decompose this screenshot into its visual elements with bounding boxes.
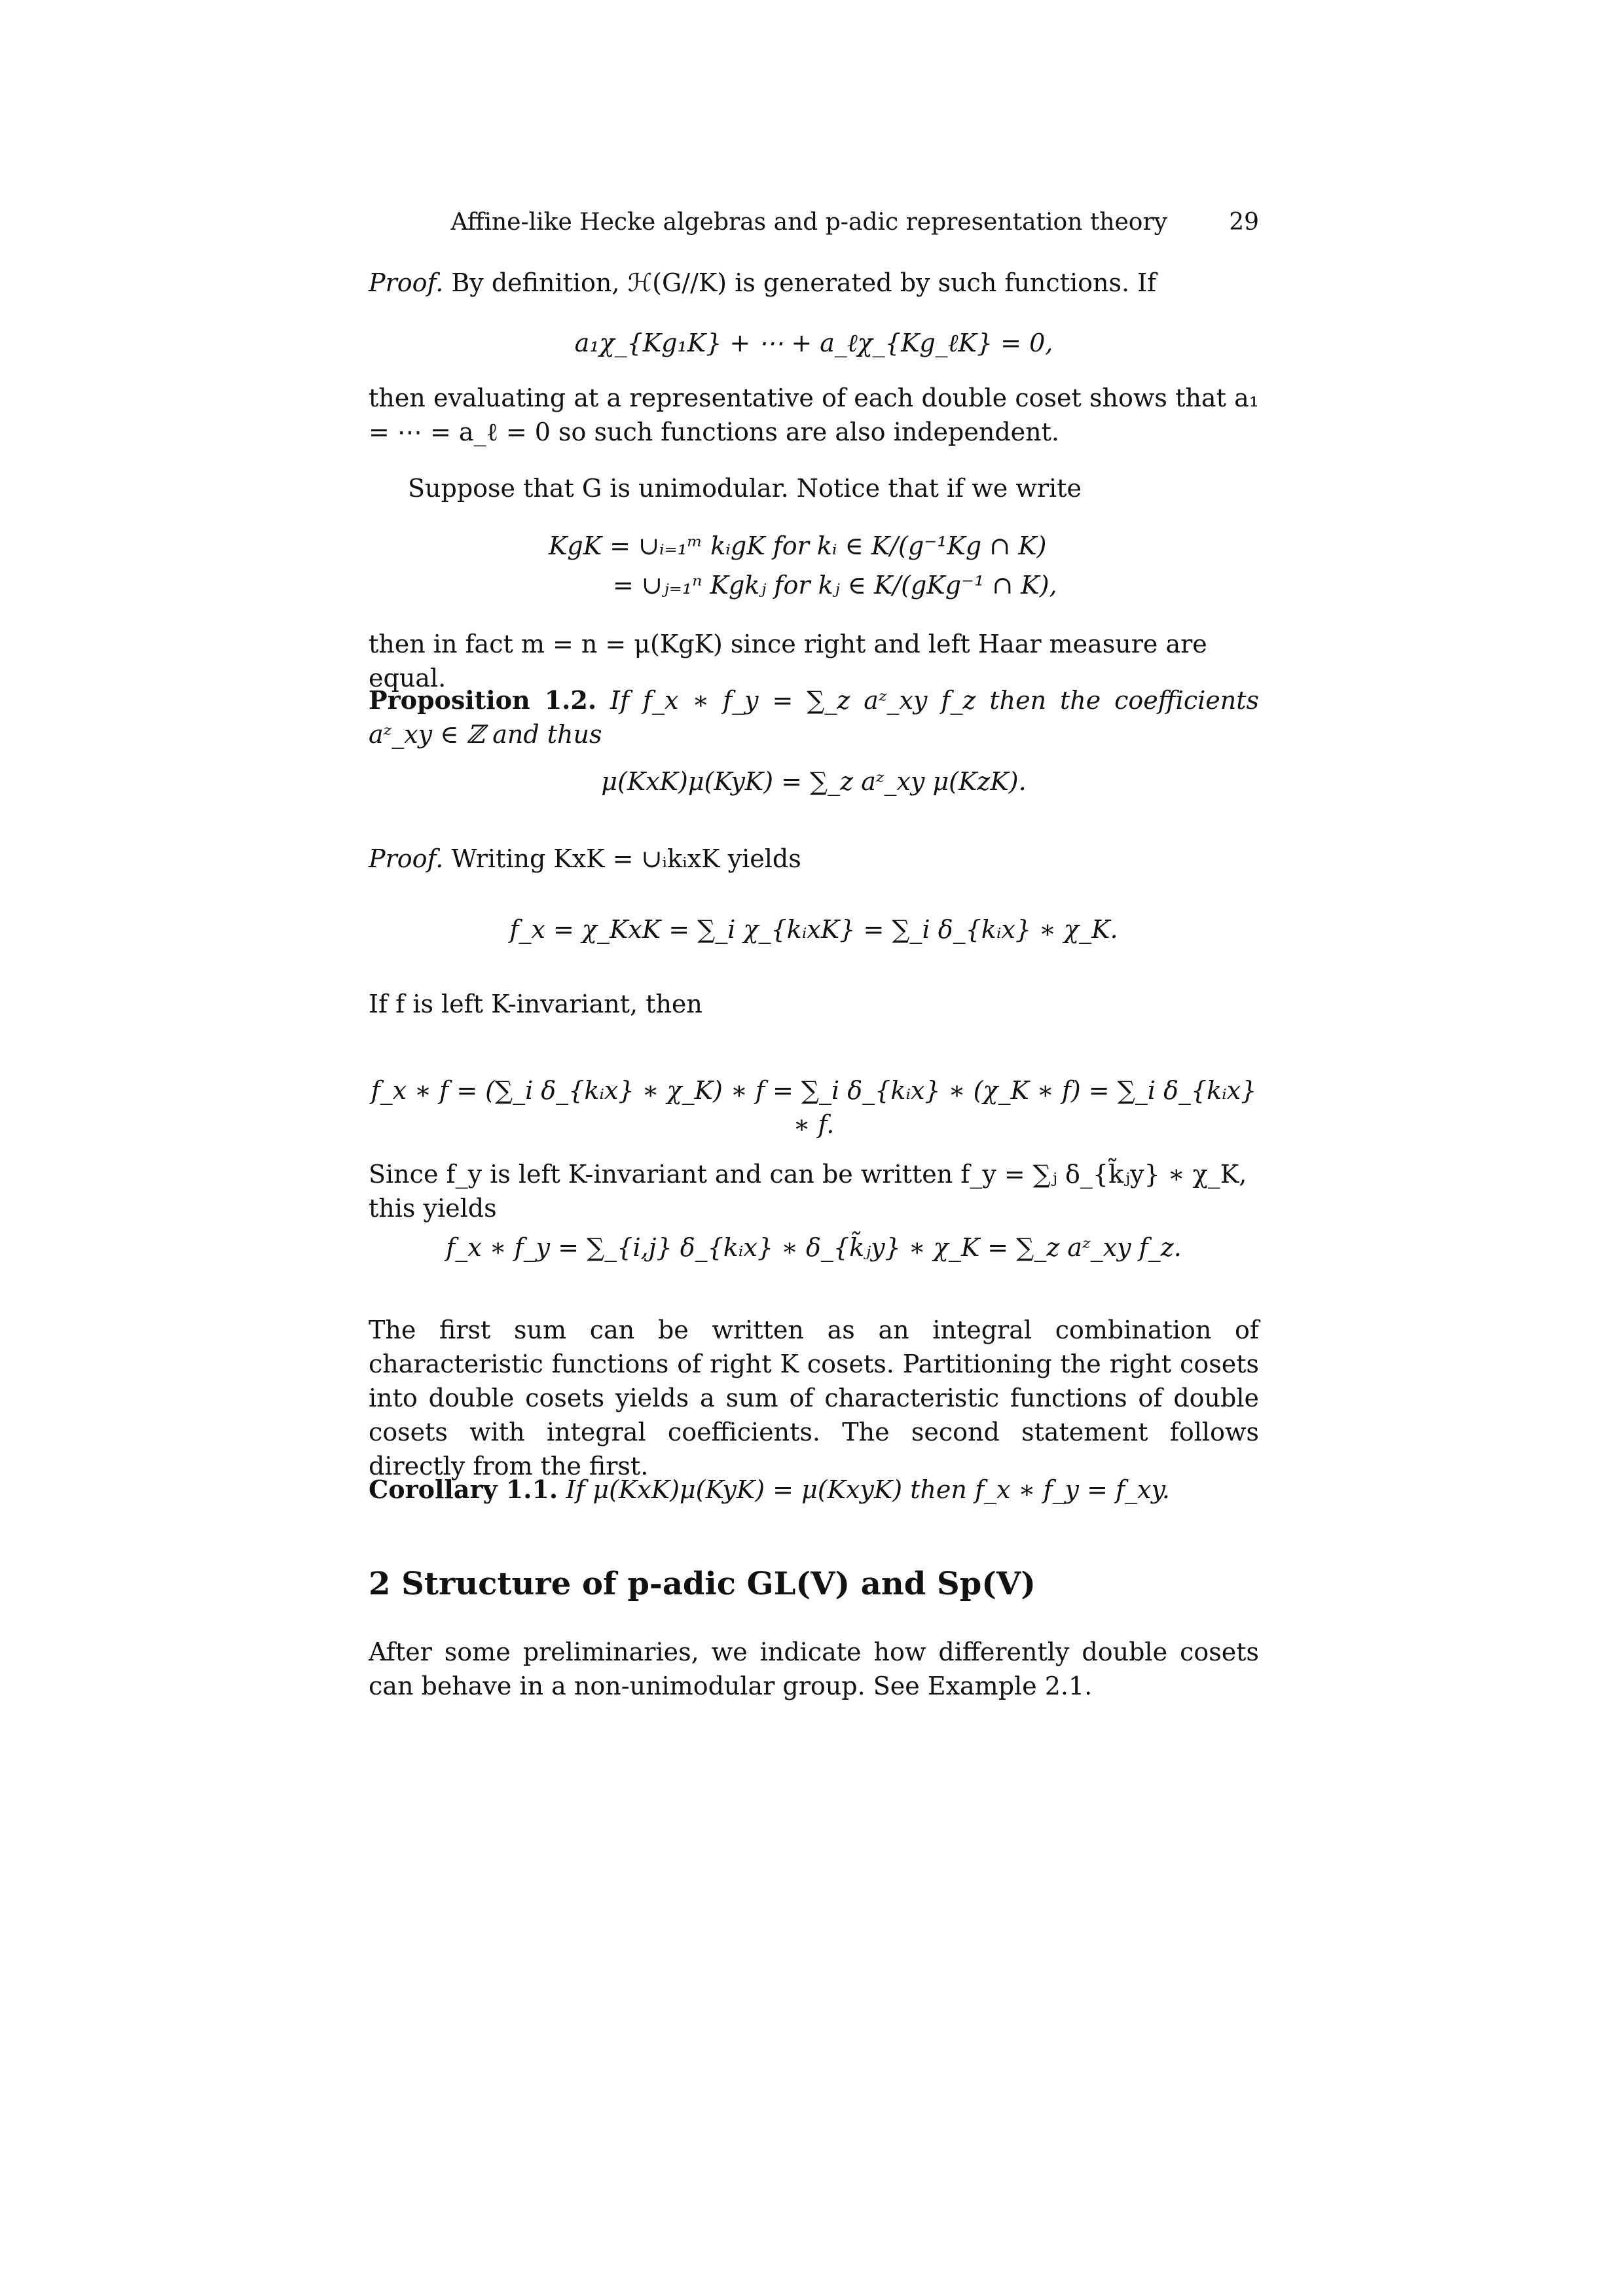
left-invariant-paragraph: If f is left K-invariant, then [369, 990, 702, 1018]
proposition-text: If f_x ∗ f_y = ∑_z aᶻ_xy f_z then the coefficients aᶻ_xy ∈ ℤ and thus [369, 686, 1259, 749]
proof-label: Proof. [369, 268, 444, 297]
corollary-label: Corollary 1.1. [369, 1475, 558, 1504]
proposition-label: Proposition 1.2. [369, 685, 597, 715]
proposition-1-2 [369, 683, 1259, 751]
proof-text-2: Writing KxK = ∪ᵢkᵢxK yields [451, 844, 801, 873]
f-y-paragraph: Since f_y is left K-invariant and can be written f_y = ∑ⱼ δ_{k̃ⱼy} ∗ χ_K, this yields [369, 1160, 1247, 1223]
section-intro-paragraph: After some preliminaries, we indicate how differently double cosets can behave in a non-unimodular group. See Example 2.1. [369, 1638, 1259, 1700]
proof-paragraph-1-continued: then evaluating at a representative of each double coset shows that a₁ = ⋯ = a_ℓ = 0 so such functions are also independent. [369, 384, 1259, 446]
equation-linear-combination: a₁χ_{Kg₁K} + ⋯ + a_ℓχ_{Kg_ℓK} = 0, [574, 329, 1053, 357]
haar-measure-paragraph: then in fact m = n = μ(KgK) since right and left Haar measure are equal. [369, 630, 1207, 692]
equation-double-coset-line-2: = ∪ⱼ₌₁ⁿ Kgkⱼ for kⱼ ∈ K/(gKg⁻¹ ∩ K), [613, 571, 1057, 600]
proof-label-2: Proof. [369, 844, 444, 873]
equation-double-coset-line-1: KgK = ∪ᵢ₌₁ᵐ kᵢgK for kᵢ ∈ K/(g⁻¹Kg ∩ K) [549, 531, 1047, 560]
corollary-text: If μ(KxK)μ(KyK) = μ(KxyK) then f_x ∗ f_y = f_xy. [566, 1475, 1170, 1504]
proof-paragraph-1 [369, 266, 1259, 300]
equation-f-x: f_x = χ_KxK = ∑_i χ_{kᵢxK} = ∑_i δ_{kᵢx} ∗ χ_K. [509, 915, 1118, 944]
page-number: 29 [1229, 209, 1259, 236]
section-heading: 2 Structure of p-adic GL(V) and Sp(V) [369, 1566, 1036, 1602]
equation-convolution-f: f_x ∗ f = (∑_i δ_{kᵢx} ∗ χ_K) ∗ f = ∑_i δ_{kᵢx} ∗ (χ_K ∗ f) = ∑_i δ_{kᵢx} ∗ f. [371, 1076, 1257, 1139]
unimodular-paragraph: Suppose that G is unimodular. Notice that if we write [408, 474, 1082, 503]
equation-convolution-fx-fy: f_x ∗ f_y = ∑_{i,j} δ_{kᵢx} ∗ δ_{k̃ⱼy} ∗ χ_K = ∑_z aᶻ_xy f_z. [446, 1233, 1182, 1262]
running-title: Affine-like Hecke algebras and p-adic representation theory [450, 209, 1167, 236]
proof-paragraph-2 [369, 842, 1259, 876]
running-header [369, 206, 1259, 240]
integral-combination-paragraph: The first sum can be written as an integral combination of characteristic functions of right K cosets. Partitioning the right cosets into double cosets yields a sum of characteristic functions of double cosets with integral coefficients. The second statement follows directly from the first. [369, 1316, 1259, 1480]
proof-text: By definition, ℋ(G//K) is generated by such functions. If [451, 268, 1157, 297]
corollary-1-1 [369, 1473, 1259, 1507]
equation-measure-product: μ(KxK)μ(KyK) = ∑_z aᶻ_xy μ(KzK). [601, 767, 1027, 796]
